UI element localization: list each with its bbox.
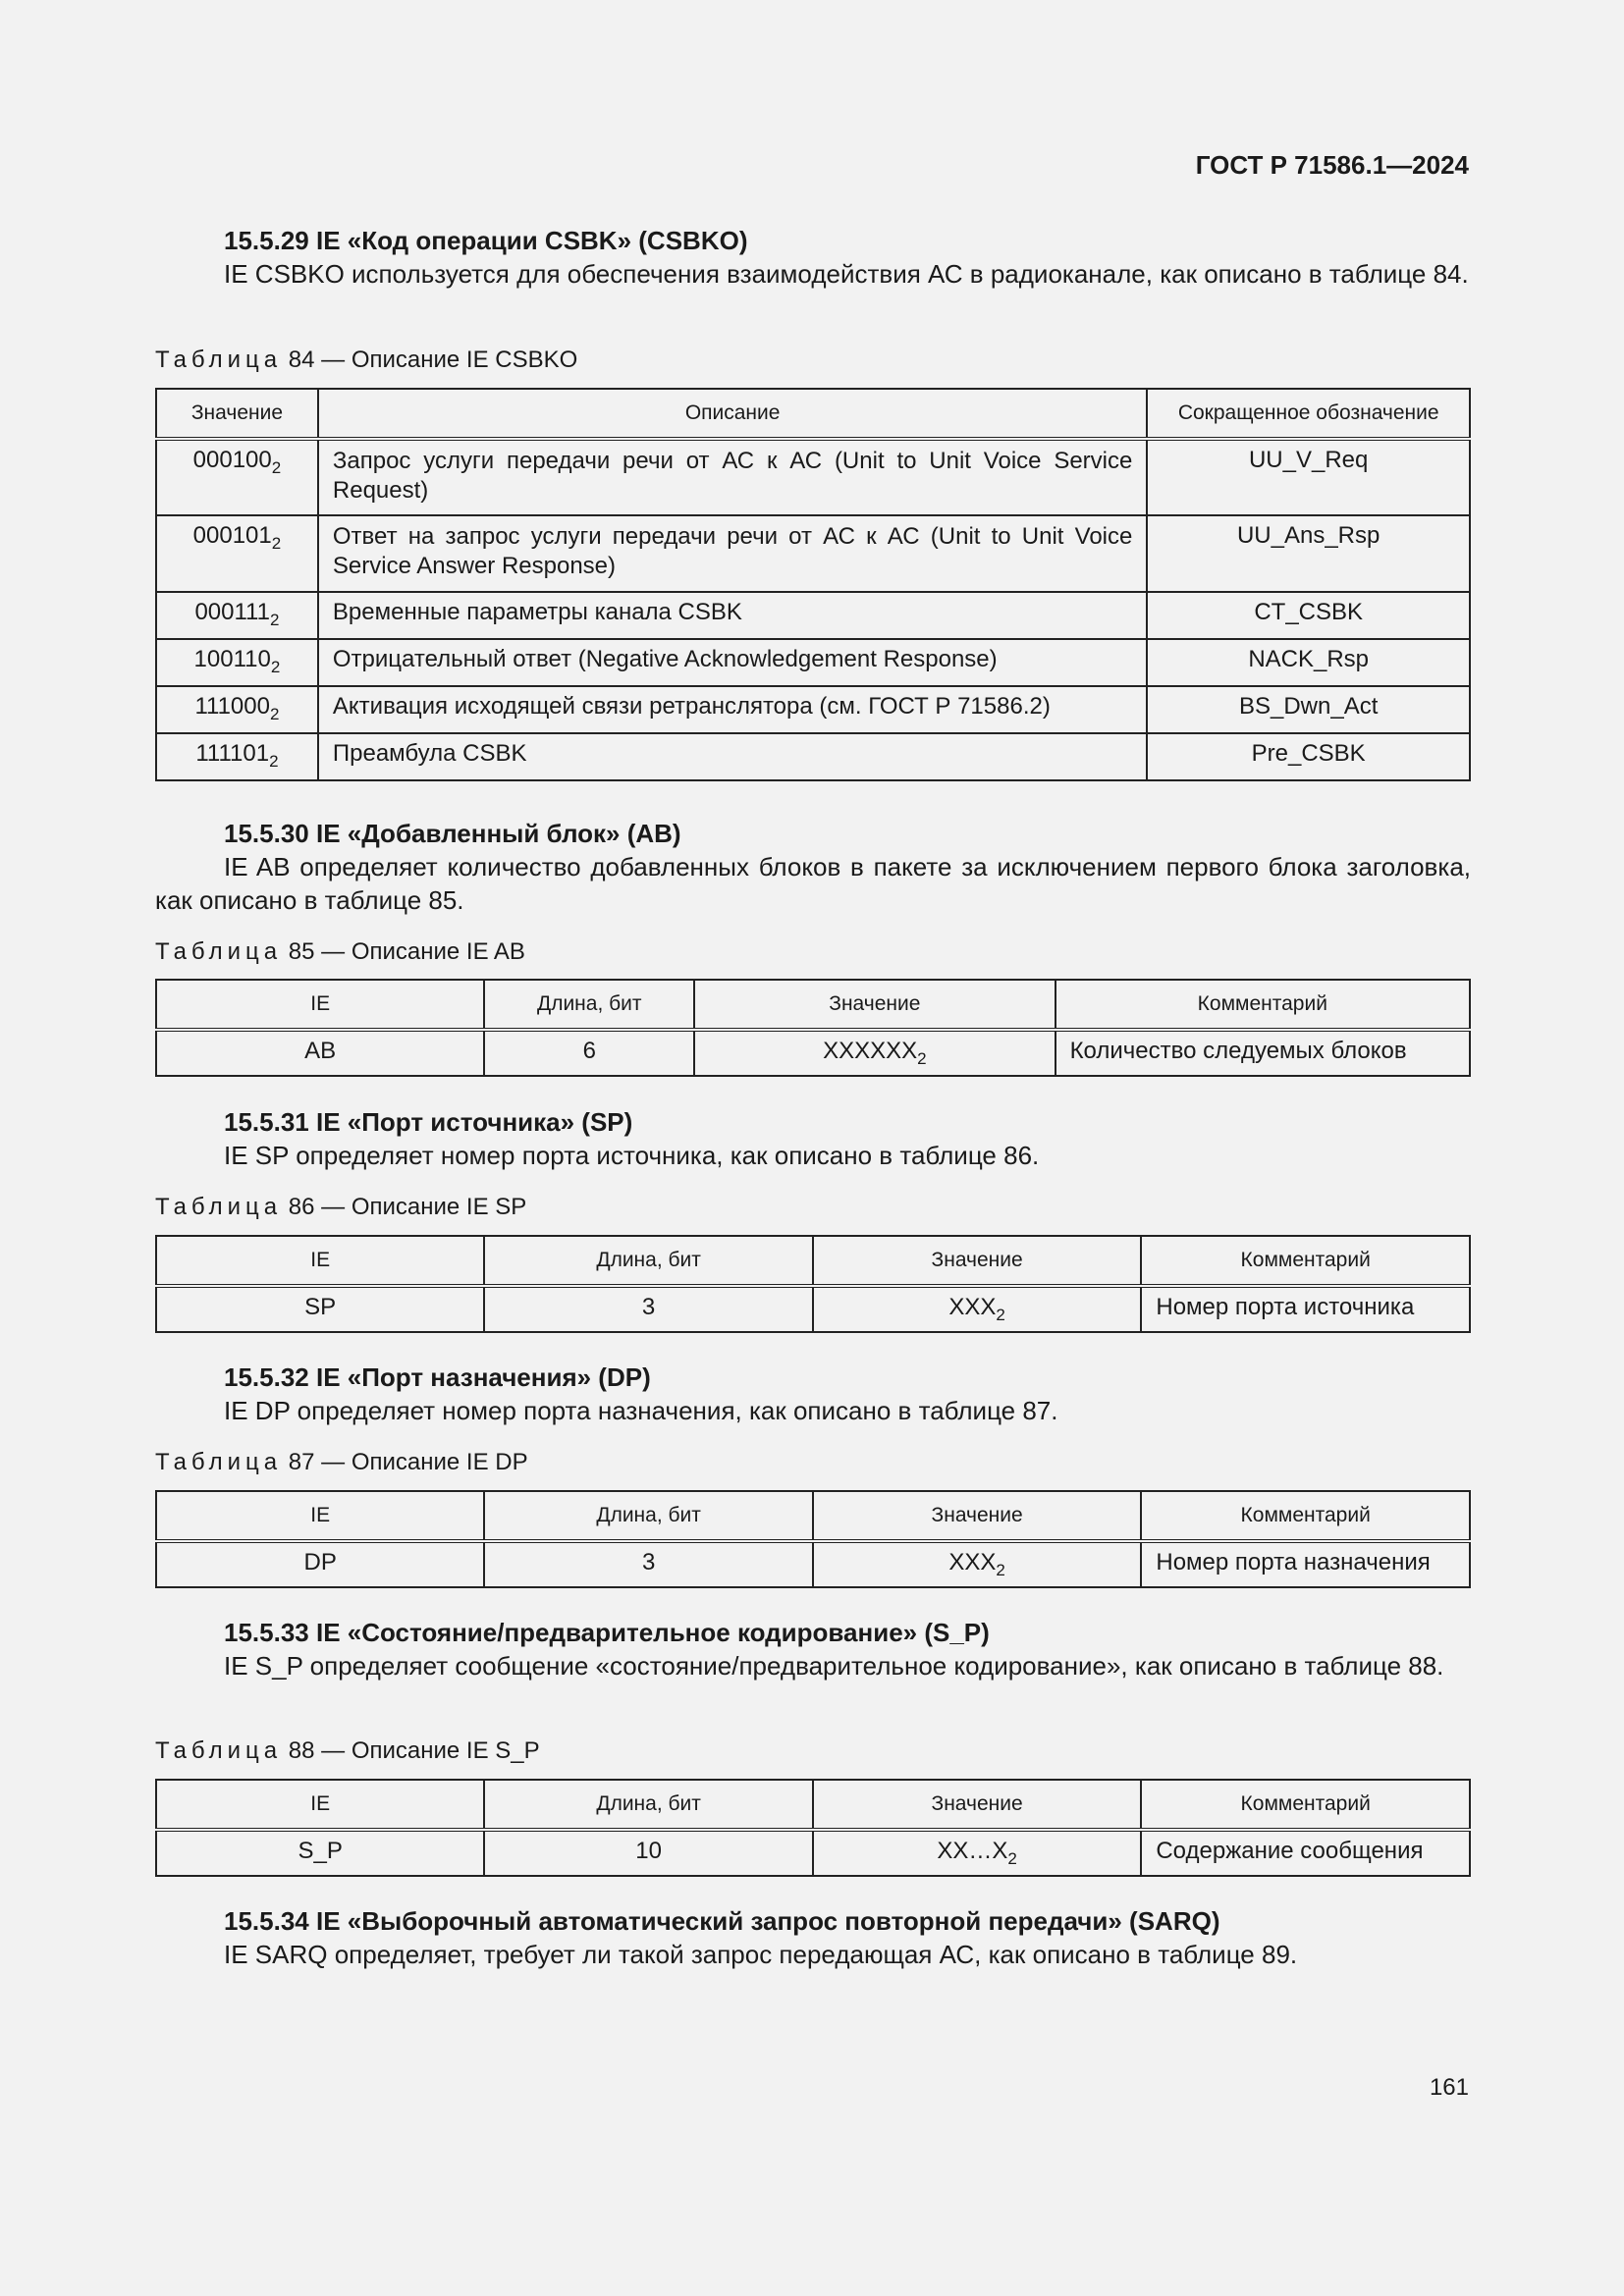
standard-code: ГОСТ Р 71586.1—2024 [1195,150,1469,180]
ie-cell: AB [156,1030,484,1076]
section-sarq [155,1904,1471,1971]
column-header: Комментарий [1141,1780,1470,1830]
table-row [156,515,1470,592]
section-text: IE DP определяет номер порта назначения, как описано в таблице 87. [224,1396,1058,1425]
table-row [156,1286,1470,1332]
table-caption [155,1449,528,1476]
section-csbko [155,224,1471,291]
value-cell: $111000_2$ [156,686,318,733]
value-cell: $000100_2$ [156,439,318,515]
table-caption-word: Таблица [155,1449,283,1475]
description-cell: Временные параметры канала CSBK [318,592,1147,639]
value-cell: $000101_2$ [156,515,318,592]
ie-cell: S_P [156,1830,484,1876]
section-s-p [155,1616,1471,1682]
table-caption-word: Таблица [155,938,283,965]
table-86 [155,1235,1471,1333]
column-header: IE [156,1236,484,1286]
section-heading: 15.5.34 IE «Выборочный автоматический запрос повторной передачи» (SARQ) [224,1906,1220,1936]
description-cell: Отрицательный ответ (Negative Acknowledgement Response) [318,639,1147,686]
section-text: IE SP определяет номер порта источника, как описано в таблице 86. [224,1141,1040,1170]
length-cell: 3 [484,1286,812,1332]
table-caption-text: 85 — Описание IE AB [288,938,525,965]
section-heading: 15.5.32 IE «Порт назначения» (DP) [224,1362,651,1392]
section-dp [155,1361,1471,1427]
table-header-row [156,1236,1470,1286]
length-cell: 3 [484,1541,812,1587]
table-85 [155,979,1471,1077]
table-header-row [156,1491,1470,1541]
table-caption-text: 86 — Описание IE SP [288,1194,527,1220]
comment-cell: Номер порта назначения [1141,1541,1470,1587]
column-header: Описание [318,389,1147,439]
column-header: Значение [694,980,1055,1030]
table-header-row [156,1780,1470,1830]
table-caption-word: Таблица [155,347,283,373]
table-row [156,592,1470,639]
description-cell: Активация исходящей связи ретранслятора (см. ГОСТ Р 71586.2) [318,686,1147,733]
abbreviation-cell: NACK_Rsp [1147,639,1470,686]
table-caption-text: 87 — Описание IE DP [288,1449,528,1475]
table-84 [155,388,1471,781]
column-header: Значение [813,1236,1142,1286]
table-caption-text: 88 — Описание IE S_P [288,1737,540,1764]
table-row [156,439,1470,515]
value-cell: $000111_2$ [156,592,318,639]
abbreviation-cell: UU_Ans_Rsp [1147,515,1470,592]
ie-cell: DP [156,1541,484,1587]
column-header: Значение [156,389,318,439]
column-header: Комментарий [1141,1491,1470,1541]
description-cell: Преамбула CSBK [318,733,1147,780]
table-caption [155,347,577,374]
section-heading: 15.5.33 IE «Состояние/предварительное кодирование» (S_P) [224,1618,990,1647]
table-header-row [156,980,1470,1030]
section-ab [155,817,1471,917]
table-row [156,1030,1470,1076]
value-cell: $111101_2$ [156,733,318,780]
abbreviation-cell: Pre_CSBK [1147,733,1470,780]
value-cell: $XXX_2$ [813,1286,1142,1332]
description-cell: Ответ на запрос услуги передачи речи от АС к АС (Unit to Unit Voice Service Answer Response) [318,515,1147,592]
ie-cell: SP [156,1286,484,1332]
column-header: Длина, бит [484,1780,812,1830]
table-caption [155,1194,526,1221]
table-header-row [156,389,1470,439]
table-caption [155,938,525,966]
table-row [156,686,1470,733]
table-caption-word: Таблица [155,1194,283,1220]
length-cell: 6 [484,1030,694,1076]
abbreviation-cell: BS_Dwn_Act [1147,686,1470,733]
table-row [156,1541,1470,1587]
column-header: Длина, бит [484,1491,812,1541]
comment-cell: Количество следуемых блоков [1056,1030,1470,1076]
value-cell: $XX\dots X_2$ [813,1830,1142,1876]
column-header: Длина, бит [484,980,694,1030]
section-text: IE SARQ определяет, требует ли такой запрос передающая АС, как описано в таблице 89. [224,1940,1298,1969]
section-text: IE S_P определяет сообщение «состояние/предварительное кодирование», как описано в таблице 88. [224,1651,1444,1681]
value-cell: $100110_2$ [156,639,318,686]
table-row [156,639,1470,686]
value-cell: $XXXXXX_2$ [694,1030,1055,1076]
table-caption [155,1737,540,1765]
column-header: Значение [813,1780,1142,1830]
column-header: IE [156,980,484,1030]
table-row [156,1830,1470,1876]
section-text: IE CSBKO используется для обеспечения взаимодействия АС в радиоканале, как описано в таблице 84. [224,259,1469,289]
column-header: IE [156,1491,484,1541]
table-caption-text: 84 — Описание IE CSBKO [288,347,578,373]
comment-cell: Номер порта источника [1141,1286,1470,1332]
column-header: IE [156,1780,484,1830]
table-87 [155,1490,1471,1588]
section-heading: 15.5.29 IE «Код операции CSBK» (CSBKO) [224,226,748,255]
table-row [156,733,1470,780]
column-header: Значение [813,1491,1142,1541]
abbreviation-cell: CT_CSBK [1147,592,1470,639]
description-cell: Запрос услуги передачи речи от АС к АС (Unit to Unit Voice Service Request) [318,439,1147,515]
page-number: 161 [1429,2074,1469,2101]
column-header: Комментарий [1141,1236,1470,1286]
comment-cell: Содержание сообщения [1141,1830,1470,1876]
value-cell: $XXX_2$ [813,1541,1142,1587]
abbreviation-cell: UU_V_Req [1147,439,1470,515]
column-header: Длина, бит [484,1236,812,1286]
length-cell: 10 [484,1830,812,1876]
section-heading: 15.5.30 IE «Добавленный блок» (AB) [224,819,681,848]
table-88 [155,1779,1471,1877]
column-header: Комментарий [1056,980,1470,1030]
section-text: IE AB определяет количество добавленных блоков в пакете за исключением первого блока заголовка, как описано в таблице 85. [155,852,1471,915]
column-header: Сокращенное обозначение [1147,389,1470,439]
section-sp [155,1105,1471,1172]
section-heading: 15.5.31 IE «Порт источника» (SP) [224,1107,633,1137]
table-caption-word: Таблица [155,1737,283,1764]
